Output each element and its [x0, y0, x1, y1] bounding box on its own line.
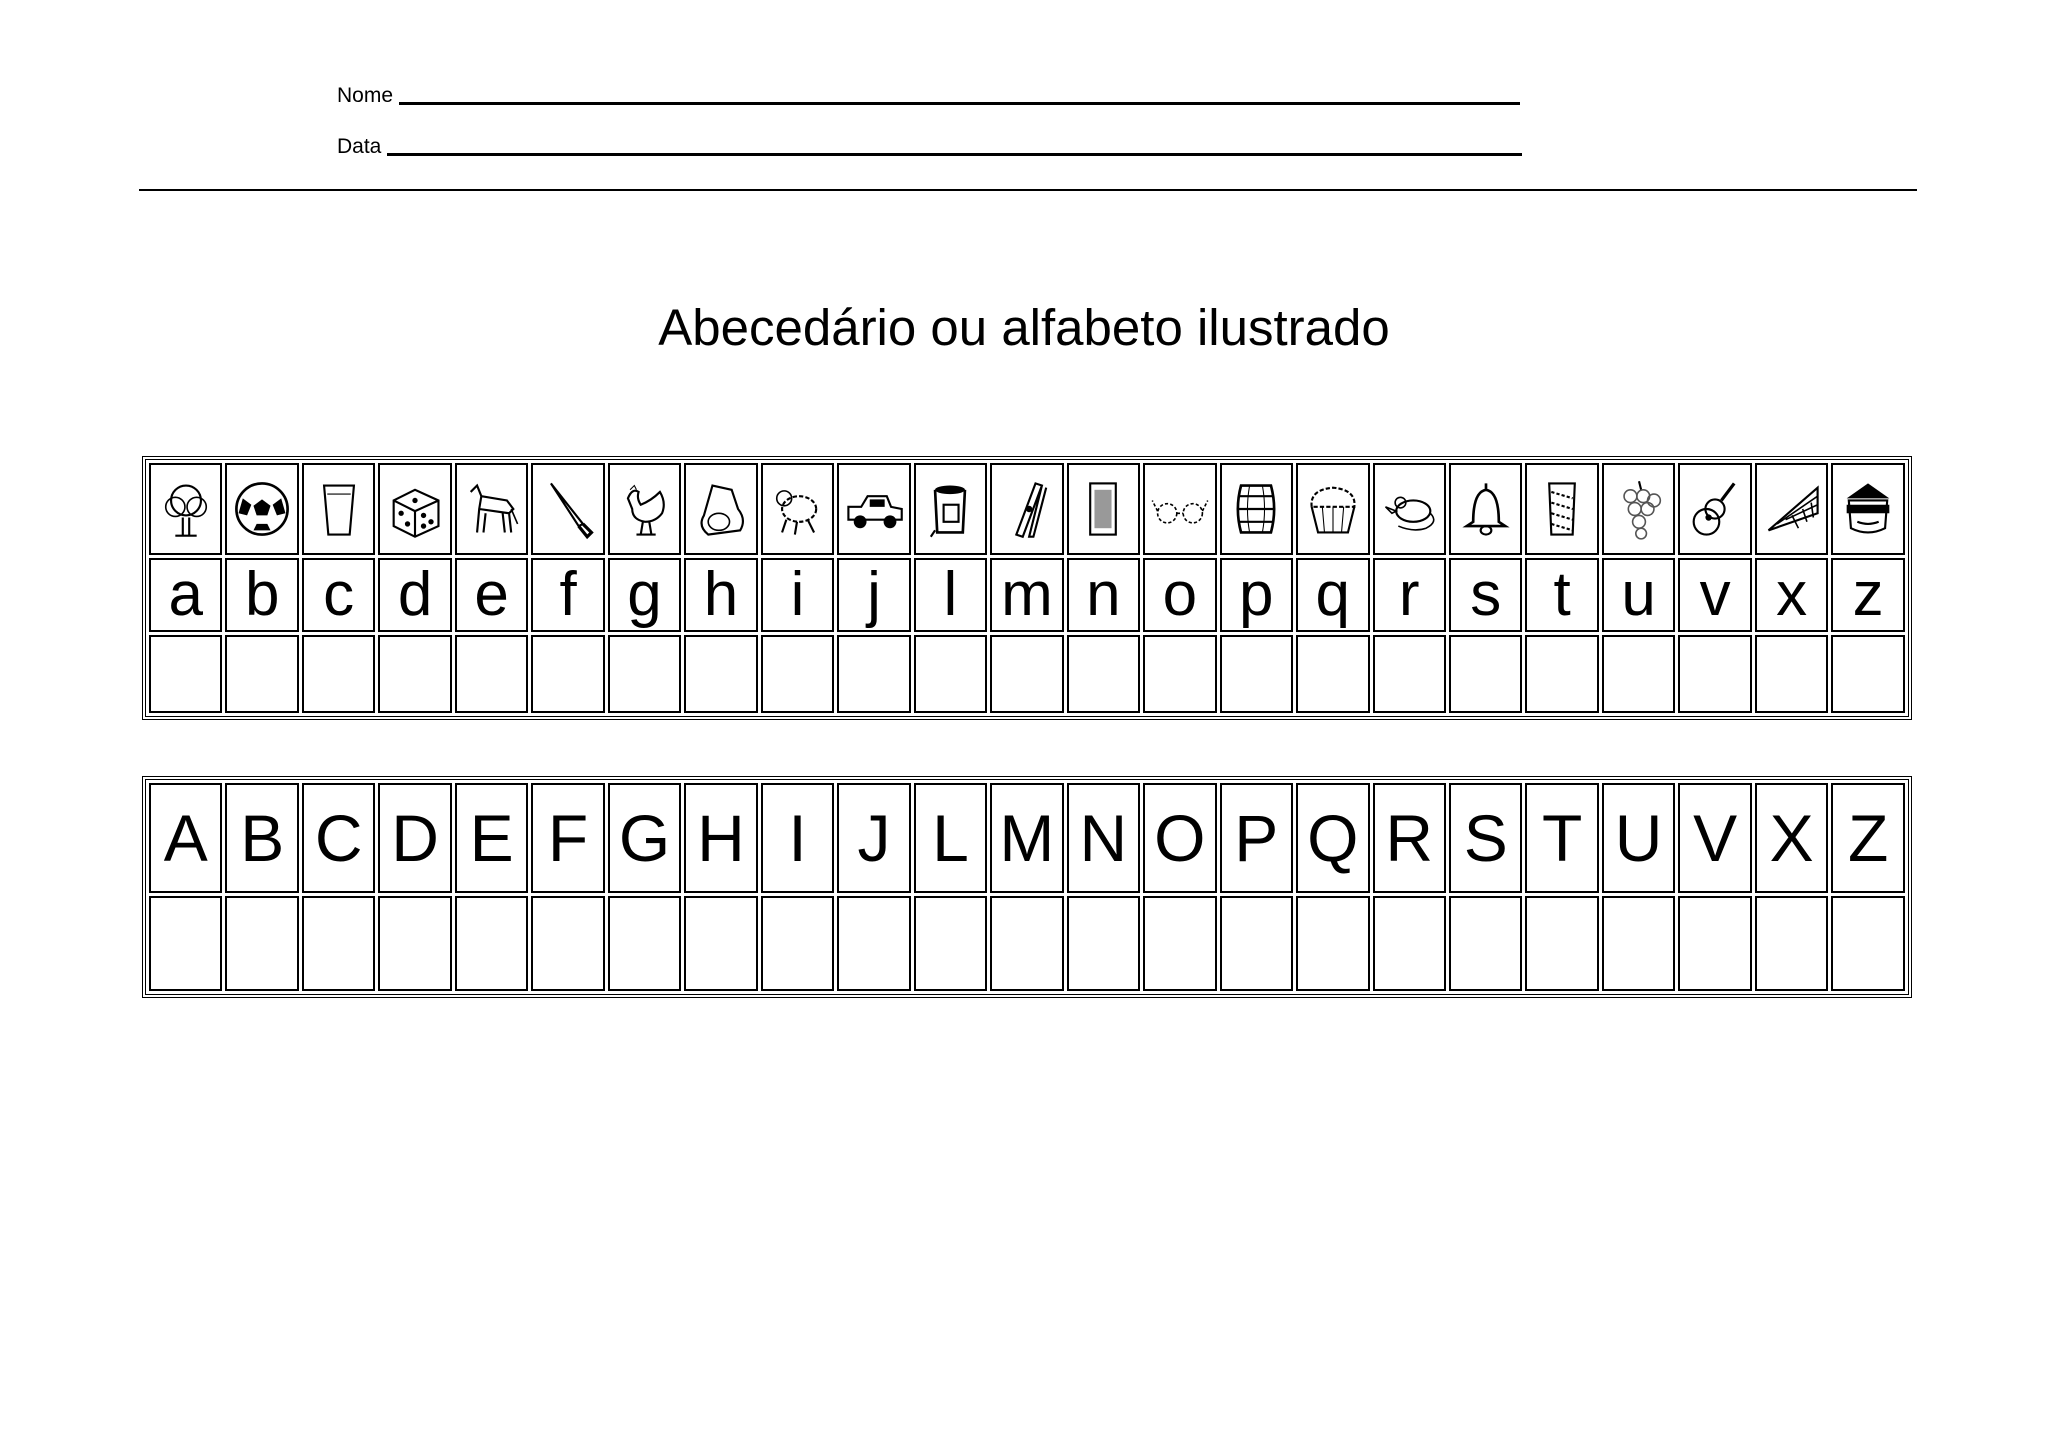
uppercase-answer-cell[interactable]: [1602, 896, 1675, 991]
lowercase-row: [149, 558, 1905, 632]
uppercase-answer-cell[interactable]: [1831, 896, 1905, 991]
lowercase-answer-cell[interactable]: [531, 635, 604, 713]
picture-cell: [608, 463, 681, 555]
uppercase-answer-cell[interactable]: [990, 896, 1063, 991]
picture-cell: [990, 463, 1063, 555]
page-title: Abecedário ou alfabeto ilustrado: [658, 299, 1390, 356]
picture-cell: [1143, 463, 1216, 555]
picture-row: [149, 463, 1905, 555]
name-field[interactable]: [337, 84, 1520, 108]
lowercase-answer-cell[interactable]: [761, 635, 834, 713]
mouse-icon: [1375, 477, 1444, 541]
uppercase-letter: S: [1449, 783, 1522, 893]
picture-cell: [1449, 463, 1522, 555]
uppercase-letter: I: [761, 783, 834, 893]
uppercase-letter: D: [378, 783, 451, 893]
uppercase-answer-cell[interactable]: [1449, 896, 1522, 991]
lowercase-answer-cell[interactable]: [378, 635, 451, 713]
uppercase-letter: E: [455, 783, 528, 893]
lowercase-answer-cell[interactable]: [1449, 635, 1522, 713]
picture-cell: [914, 463, 987, 555]
card-icon: [1069, 477, 1138, 541]
uppercase-row: [149, 783, 1905, 893]
date-label: Data: [337, 135, 382, 158]
date-field[interactable]: [337, 135, 1522, 159]
uppercase-answer-cell[interactable]: [302, 896, 375, 991]
picture-cell: [1067, 463, 1140, 555]
uppercase-blank-row: [149, 896, 1905, 991]
lowercase-letter: e: [455, 558, 528, 632]
uppercase-letter: M: [990, 783, 1063, 893]
masked-man-icon: [1833, 477, 1903, 541]
dice-icon: [380, 477, 449, 541]
uppercase-letter: G: [608, 783, 681, 893]
uppercase-letter: J: [837, 783, 910, 893]
lowercase-letter: l: [914, 558, 987, 632]
picture-cell: [684, 463, 757, 555]
lowercase-letter: z: [1831, 558, 1905, 632]
picture-cell: [1678, 463, 1751, 555]
lowercase-letter: v: [1678, 558, 1751, 632]
lowercase-answer-cell[interactable]: [1296, 635, 1369, 713]
picture-cell: [149, 463, 222, 555]
tree-icon: [151, 477, 220, 541]
lowercase-letter: u: [1602, 558, 1675, 632]
uppercase-answer-cell[interactable]: [914, 896, 987, 991]
lowercase-letter: m: [990, 558, 1063, 632]
lowercase-letter: p: [1220, 558, 1293, 632]
uppercase-letter: R: [1373, 783, 1446, 893]
uppercase-answer-cell[interactable]: [837, 896, 910, 991]
uppercase-letter: X: [1755, 783, 1828, 893]
lowercase-answer-cell[interactable]: [990, 635, 1063, 713]
lowercase-letter: a: [149, 558, 222, 632]
uppercase-letter: Q: [1296, 783, 1369, 893]
uppercase-answer-cell[interactable]: [1067, 896, 1140, 991]
lowercase-answer-cell[interactable]: [455, 635, 528, 713]
lowercase-answer-cell[interactable]: [1143, 635, 1216, 713]
uppercase-letter: L: [914, 783, 987, 893]
picture-cell: [1831, 463, 1905, 555]
guitar-icon: [1680, 477, 1749, 541]
cupcake-icon: [1298, 477, 1367, 541]
lowercase-letter: s: [1449, 558, 1522, 632]
uppercase-letter: U: [1602, 783, 1675, 893]
grapes-icon: [1604, 477, 1673, 541]
jeep-icon: [839, 477, 908, 541]
lowercase-answer-cell[interactable]: [1525, 635, 1598, 713]
rooster-icon: [610, 477, 679, 541]
pig-icon: [763, 477, 832, 541]
lowercase-answer-cell[interactable]: [684, 635, 757, 713]
name-label: Nome: [337, 84, 394, 107]
lowercase-answer-cell[interactable]: [608, 635, 681, 713]
date-line[interactable]: [387, 153, 1522, 156]
picture-cell: [455, 463, 528, 555]
ball-icon: [227, 477, 296, 541]
lowercase-letter: i: [761, 558, 834, 632]
cup-icon: [304, 477, 373, 541]
uppercase-answer-cell[interactable]: [608, 896, 681, 991]
uppercase-answer-cell[interactable]: [1525, 896, 1598, 991]
uppercase-answer-cell[interactable]: [684, 896, 757, 991]
lowercase-answer-cell[interactable]: [1220, 635, 1293, 713]
candy-icon: [1527, 477, 1596, 541]
can-icon: [916, 477, 985, 541]
uppercase-letter: Z: [1831, 783, 1905, 893]
lowercase-answer-cell[interactable]: [1755, 635, 1828, 713]
picture-cell: [1220, 463, 1293, 555]
picture-cell: [378, 463, 451, 555]
uppercase-answer-cell[interactable]: [761, 896, 834, 991]
uppercase-letter: P: [1220, 783, 1293, 893]
lowercase-letter: q: [1296, 558, 1369, 632]
uppercase-letter: C: [302, 783, 375, 893]
lowercase-answer-cell[interactable]: [1831, 635, 1905, 713]
lowercase-letter: t: [1525, 558, 1598, 632]
lowercase-letter: h: [684, 558, 757, 632]
uppercase-letter: N: [1067, 783, 1140, 893]
knife-icon: [533, 477, 602, 541]
lowercase-letter: x: [1755, 558, 1828, 632]
picture-cell: [837, 463, 910, 555]
uppercase-answer-cell[interactable]: [378, 896, 451, 991]
uppercase-letter: T: [1525, 783, 1598, 893]
lowercase-answer-cell[interactable]: [1373, 635, 1446, 713]
horse-icon: [457, 477, 526, 541]
picture-cell: [225, 463, 298, 555]
uppercase-letter: V: [1678, 783, 1751, 893]
picture-cell: [1373, 463, 1446, 555]
picture-cell: [531, 463, 604, 555]
lowercase-letter: o: [1143, 558, 1216, 632]
header-divider: [139, 189, 1917, 191]
lowercase-letter: n: [1067, 558, 1140, 632]
uppercase-answer-cell[interactable]: [225, 896, 298, 991]
lowercase-letter: r: [1373, 558, 1446, 632]
lowercase-answer-cell[interactable]: [302, 635, 375, 713]
barrel-icon: [1222, 477, 1291, 541]
uppercase-letter: O: [1143, 783, 1216, 893]
lowercase-table: [142, 456, 1912, 720]
lowercase-letter: d: [378, 558, 451, 632]
lowercase-answer-cell[interactable]: [225, 635, 298, 713]
lowercase-answer-cell[interactable]: [914, 635, 987, 713]
uppercase-letter: F: [531, 783, 604, 893]
uppercase-letter: B: [225, 783, 298, 893]
glasses-icon: [1145, 477, 1214, 541]
lowercase-letter: c: [302, 558, 375, 632]
uppercase-answer-cell[interactable]: [1678, 896, 1751, 991]
uppercase-answer-cell[interactable]: [1755, 896, 1828, 991]
uppercase-letter: A: [149, 783, 222, 893]
boot-icon: [686, 477, 755, 541]
uppercase-answer-cell[interactable]: [1143, 896, 1216, 991]
bell-icon: [1451, 477, 1520, 541]
net-icon: [1757, 477, 1826, 541]
picture-cell: [1602, 463, 1675, 555]
uppercase-answer-cell[interactable]: [1296, 896, 1369, 991]
lowercase-letter: b: [225, 558, 298, 632]
uppercase-answer-cell[interactable]: [149, 896, 222, 991]
lowercase-letter: j: [837, 558, 910, 632]
uppercase-answer-cell[interactable]: [531, 896, 604, 991]
picture-cell: [1525, 463, 1598, 555]
lowercase-answer-cell[interactable]: [149, 635, 222, 713]
lowercase-answer-cell[interactable]: [837, 635, 910, 713]
name-line[interactable]: [399, 102, 1520, 105]
picture-cell: [761, 463, 834, 555]
uppercase-answer-cell[interactable]: [1220, 896, 1293, 991]
lowercase-letter: g: [608, 558, 681, 632]
lowercase-answer-cell[interactable]: [1678, 635, 1751, 713]
lowercase-answer-cell[interactable]: [1067, 635, 1140, 713]
picture-cell: [1296, 463, 1369, 555]
uppercase-answer-cell[interactable]: [1373, 896, 1446, 991]
lowercase-answer-cell[interactable]: [1602, 635, 1675, 713]
uppercase-answer-cell[interactable]: [455, 896, 528, 991]
picture-cell: [1755, 463, 1828, 555]
picture-cell: [302, 463, 375, 555]
lowercase-letter: f: [531, 558, 604, 632]
uppercase-table: [142, 776, 1912, 998]
clothespin-icon: [992, 477, 1061, 541]
lowercase-blank-row: [149, 635, 1905, 713]
uppercase-letter: H: [684, 783, 757, 893]
